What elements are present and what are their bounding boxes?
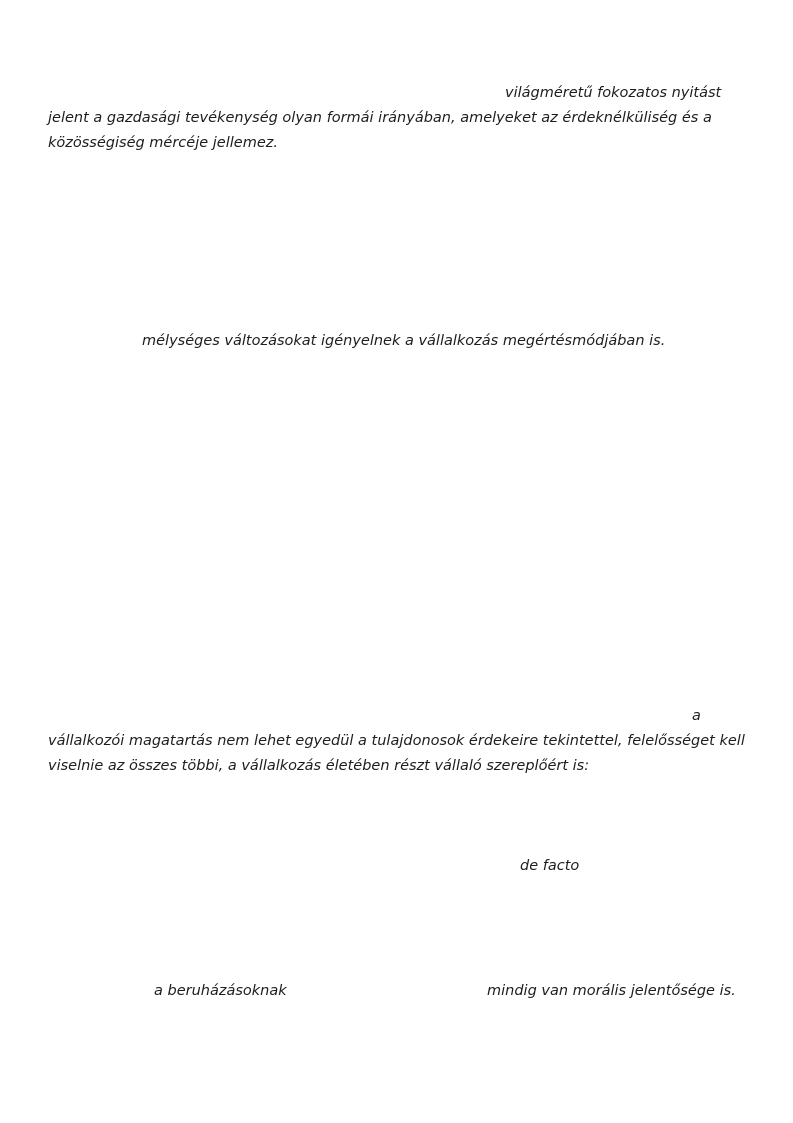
text-fragment-entrepreneurial-behavior: vállalkozói magatartás nem lehet egyedül a tulajdonosok érdekeire tekintettel, felelősséget kell (48, 733, 745, 749)
text-fragment-moral-significance: mindig van morális jelentősége is. (487, 983, 736, 999)
text-fragment-economic-activity: jelent a gazdasági tevékenység olyan formái irányában, amelyeket az érdeknélküliség és a (48, 110, 712, 126)
text-fragment-deep-changes: mélységes változásokat igényelnek a vállalkozás megértésmódjában is. (142, 333, 666, 349)
text-fragment-investments: a beruházásoknak (154, 983, 287, 999)
text-fragment-de-facto: de facto (520, 858, 580, 874)
text-fragment-community-measure: közösségiség mércéje jellemez. (48, 135, 278, 151)
text-fragment-global-opening: világméretű fokozatos nyitást (505, 85, 722, 101)
text-fragment-article-a: a (692, 708, 701, 724)
text-fragment-responsibility: viselnie az összes többi, a vállalkozás életében részt vállaló szereplőért is: (48, 758, 590, 774)
